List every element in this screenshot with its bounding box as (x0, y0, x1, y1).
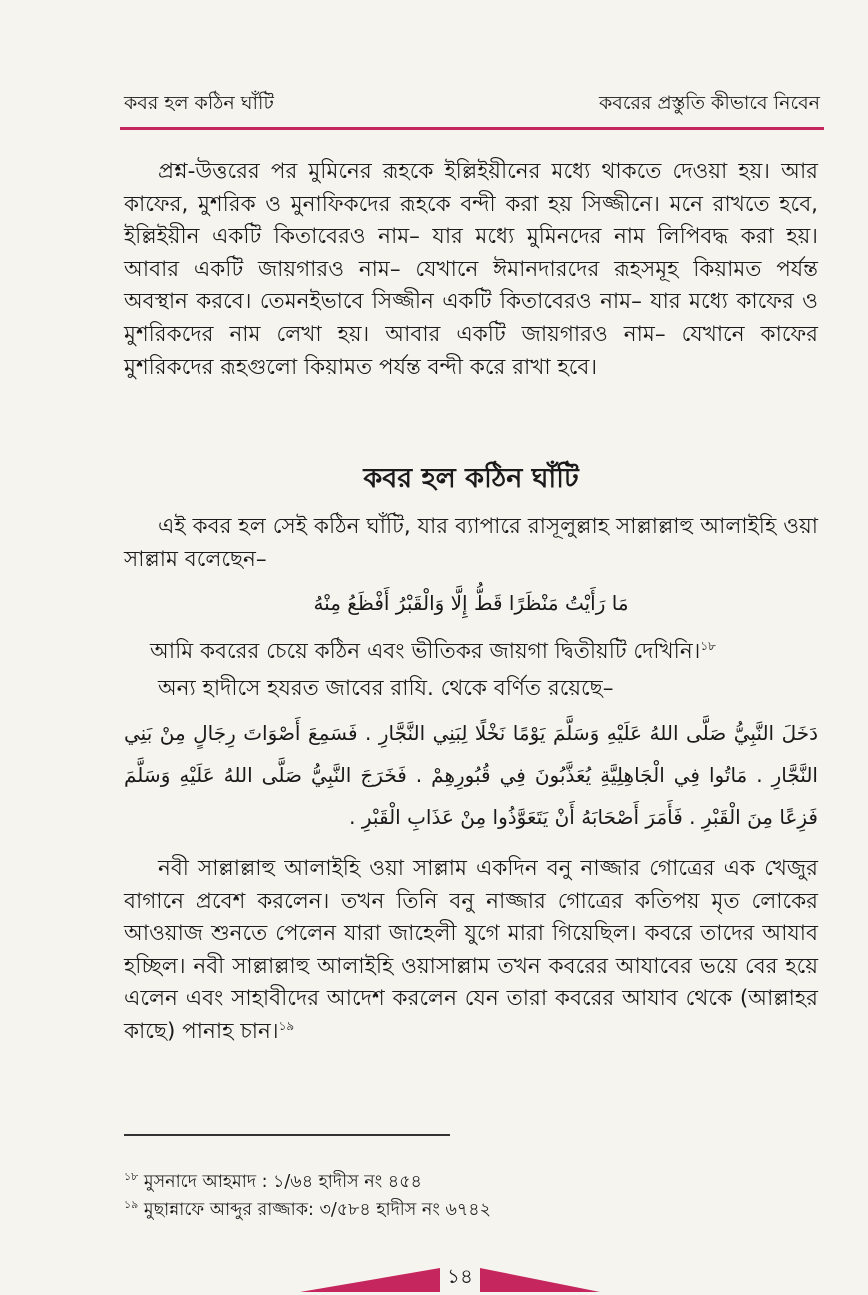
running-header (124, 88, 820, 122)
header-book-title: কবরের প্রস্তুতি কীভাবে নিবেন (599, 92, 820, 114)
hadith-intro: অন্য হাদীসে হযরত জাবের রাযি. থেকে বর্ণিত রয়েছে– (158, 676, 614, 701)
paragraph-3-text (124, 853, 818, 1049)
footnote-ref-19[interactable]: ১৯ (278, 1018, 295, 1033)
footnote-19 (124, 1198, 491, 1222)
header-chapter-title: কবর হল কঠিন ঘাঁটি (124, 92, 274, 114)
footnote-ref-18[interactable]: ১৮ (700, 638, 716, 653)
footnote-rule (124, 1134, 450, 1136)
page-number: ১৪ (447, 1264, 473, 1288)
paragraph-2 (124, 511, 818, 576)
page-tab-ornament-right (480, 1268, 600, 1292)
paragraph-1-text: প্রশ্ন-উত্তরের পর মুমিনের রূহকে ইল্লিইয়ীনের মধ্যে থাকতে দেওয়া হয়। আর কাফের, মুশরিক ও মুনাফিকদের রূহকে বন্দী করা হয় সিজ্জীনে। মনে রাখতে হবে, ইল্লিইয়ীন একটি কিতাবেরও নাম– যার মধ্যে মুমিনদের নাম লিপিবদ্ধ করা হয়। আবার একটি জায়গারও নাম– যেখানে ঈমানদারদের রূহসমূহ কিয়ামত পর্যন্ত অবস্থান করবে। তেমনইভাবে সিজ্জীন একটি কিতাবেরও নাম– যার মধ্যে কাফের ও মুশরিকদের নাম লেখা হয়। আবার একটি জায়গারও নাম– যেখানে কাফের মুশরিকদের রূহগুলো কিয়ামত পর্যন্ত বন্দী করে রাখা হবে। (124, 159, 818, 380)
footnote-19-mark: ১৯ (124, 1198, 139, 1212)
section-title: কবর হল কঠিন ঘাঁটি (363, 463, 579, 494)
header-rule (120, 127, 824, 130)
paragraph-3 (124, 853, 818, 1049)
paragraph-1 (124, 156, 818, 384)
paragraph-3-content: নবী সাল্লাল্লাহু আলাইহি ওয়া সাল্লাম একদিন বনু নাজ্জার গোত্রের এক খেজুর বাগানে প্রবেশ করলেন। তখন তিনি বনু নাজ্জার গোত্রের কতিপয় মৃত লোকের আওয়াজ শুনতে পেলেন যারা জাহেলী যুগে মারা গিয়েছিল। কবরে তাদের আযাব হচ্ছিল। নবী সাল্লাল্লাহু আলাইহি ওয়াসাল্লাম তখন কবরের আযাবের ভয়ে বের হয়ে এলেন এবং সাহাবীদের আদেশ করলেন যেন তারা কবরের আযাব থেকে (আল্লাহর কাছে) পানাহ চান। (124, 856, 818, 1044)
footnote-19-text: মুছান্নাফে আব্দুর রাজ্জাক: ৩/৫৮৪ হাদীস নং ৬৭৪২ (143, 1200, 491, 1220)
arabic-hadith-2: دَخَلَ النَّبِيُّ صَلَّى اللهُ عَلَيْهِ وَسَلَّمَ يَوْمًا نَخْلًا لِبَنِي النَّجَّارِ . فَسَمِعَ أَصْوَاتَ رِجَالٍ مِنْ بَنِي النَّجَّارِ . مَاتُوا فِي الْجَاهِلِيَّةِ يُعَذَّبُونَ فِي قُبُورِهِمْ . فَخَرَجَ النَّبِيُّ صَلَّى اللهُ عَلَيْهِ وَسَلَّمَ فَزِعًا مِنَ الْقَبْرِ . فَأَمَرَ أَصْحَابَهُ أَنْ يَتَعَوَّذُوا مِنْ عَذَابِ الْقَبْرِ . (124, 721, 818, 829)
page-number-tab (300, 1262, 600, 1292)
arabic-hadith-1: مَا رَأَيْتُ مَنْظَرًا قَطُّ إِلَّا وَالْقَبْرُ أَفْظَعُ مِنْهُ (313, 591, 629, 615)
footnote-18-text: মুসনাদে আহমাদ : ১/৬৪ হাদীস নং ৪৫৪ (143, 1172, 422, 1192)
translation-1-text: আমি কবরের চেয়ে কঠিন এবং ভীতিকর জায়গা দ্বিতীয়টি দেখিনি। (150, 639, 701, 664)
footnote-18-mark: ১৮ (124, 1170, 139, 1184)
translation-1 (150, 636, 716, 668)
footnote-18 (124, 1170, 422, 1194)
page-tab-ornament-left (300, 1268, 440, 1292)
paragraph-2-text: এই কবর হল সেই কঠিন ঘাঁটি, যার ব্যাপারে রাসূলুল্লাহ সাল্লাল্লাহু আলাইহি ওয়া সাল্লাম বলেছেন– (124, 514, 818, 572)
